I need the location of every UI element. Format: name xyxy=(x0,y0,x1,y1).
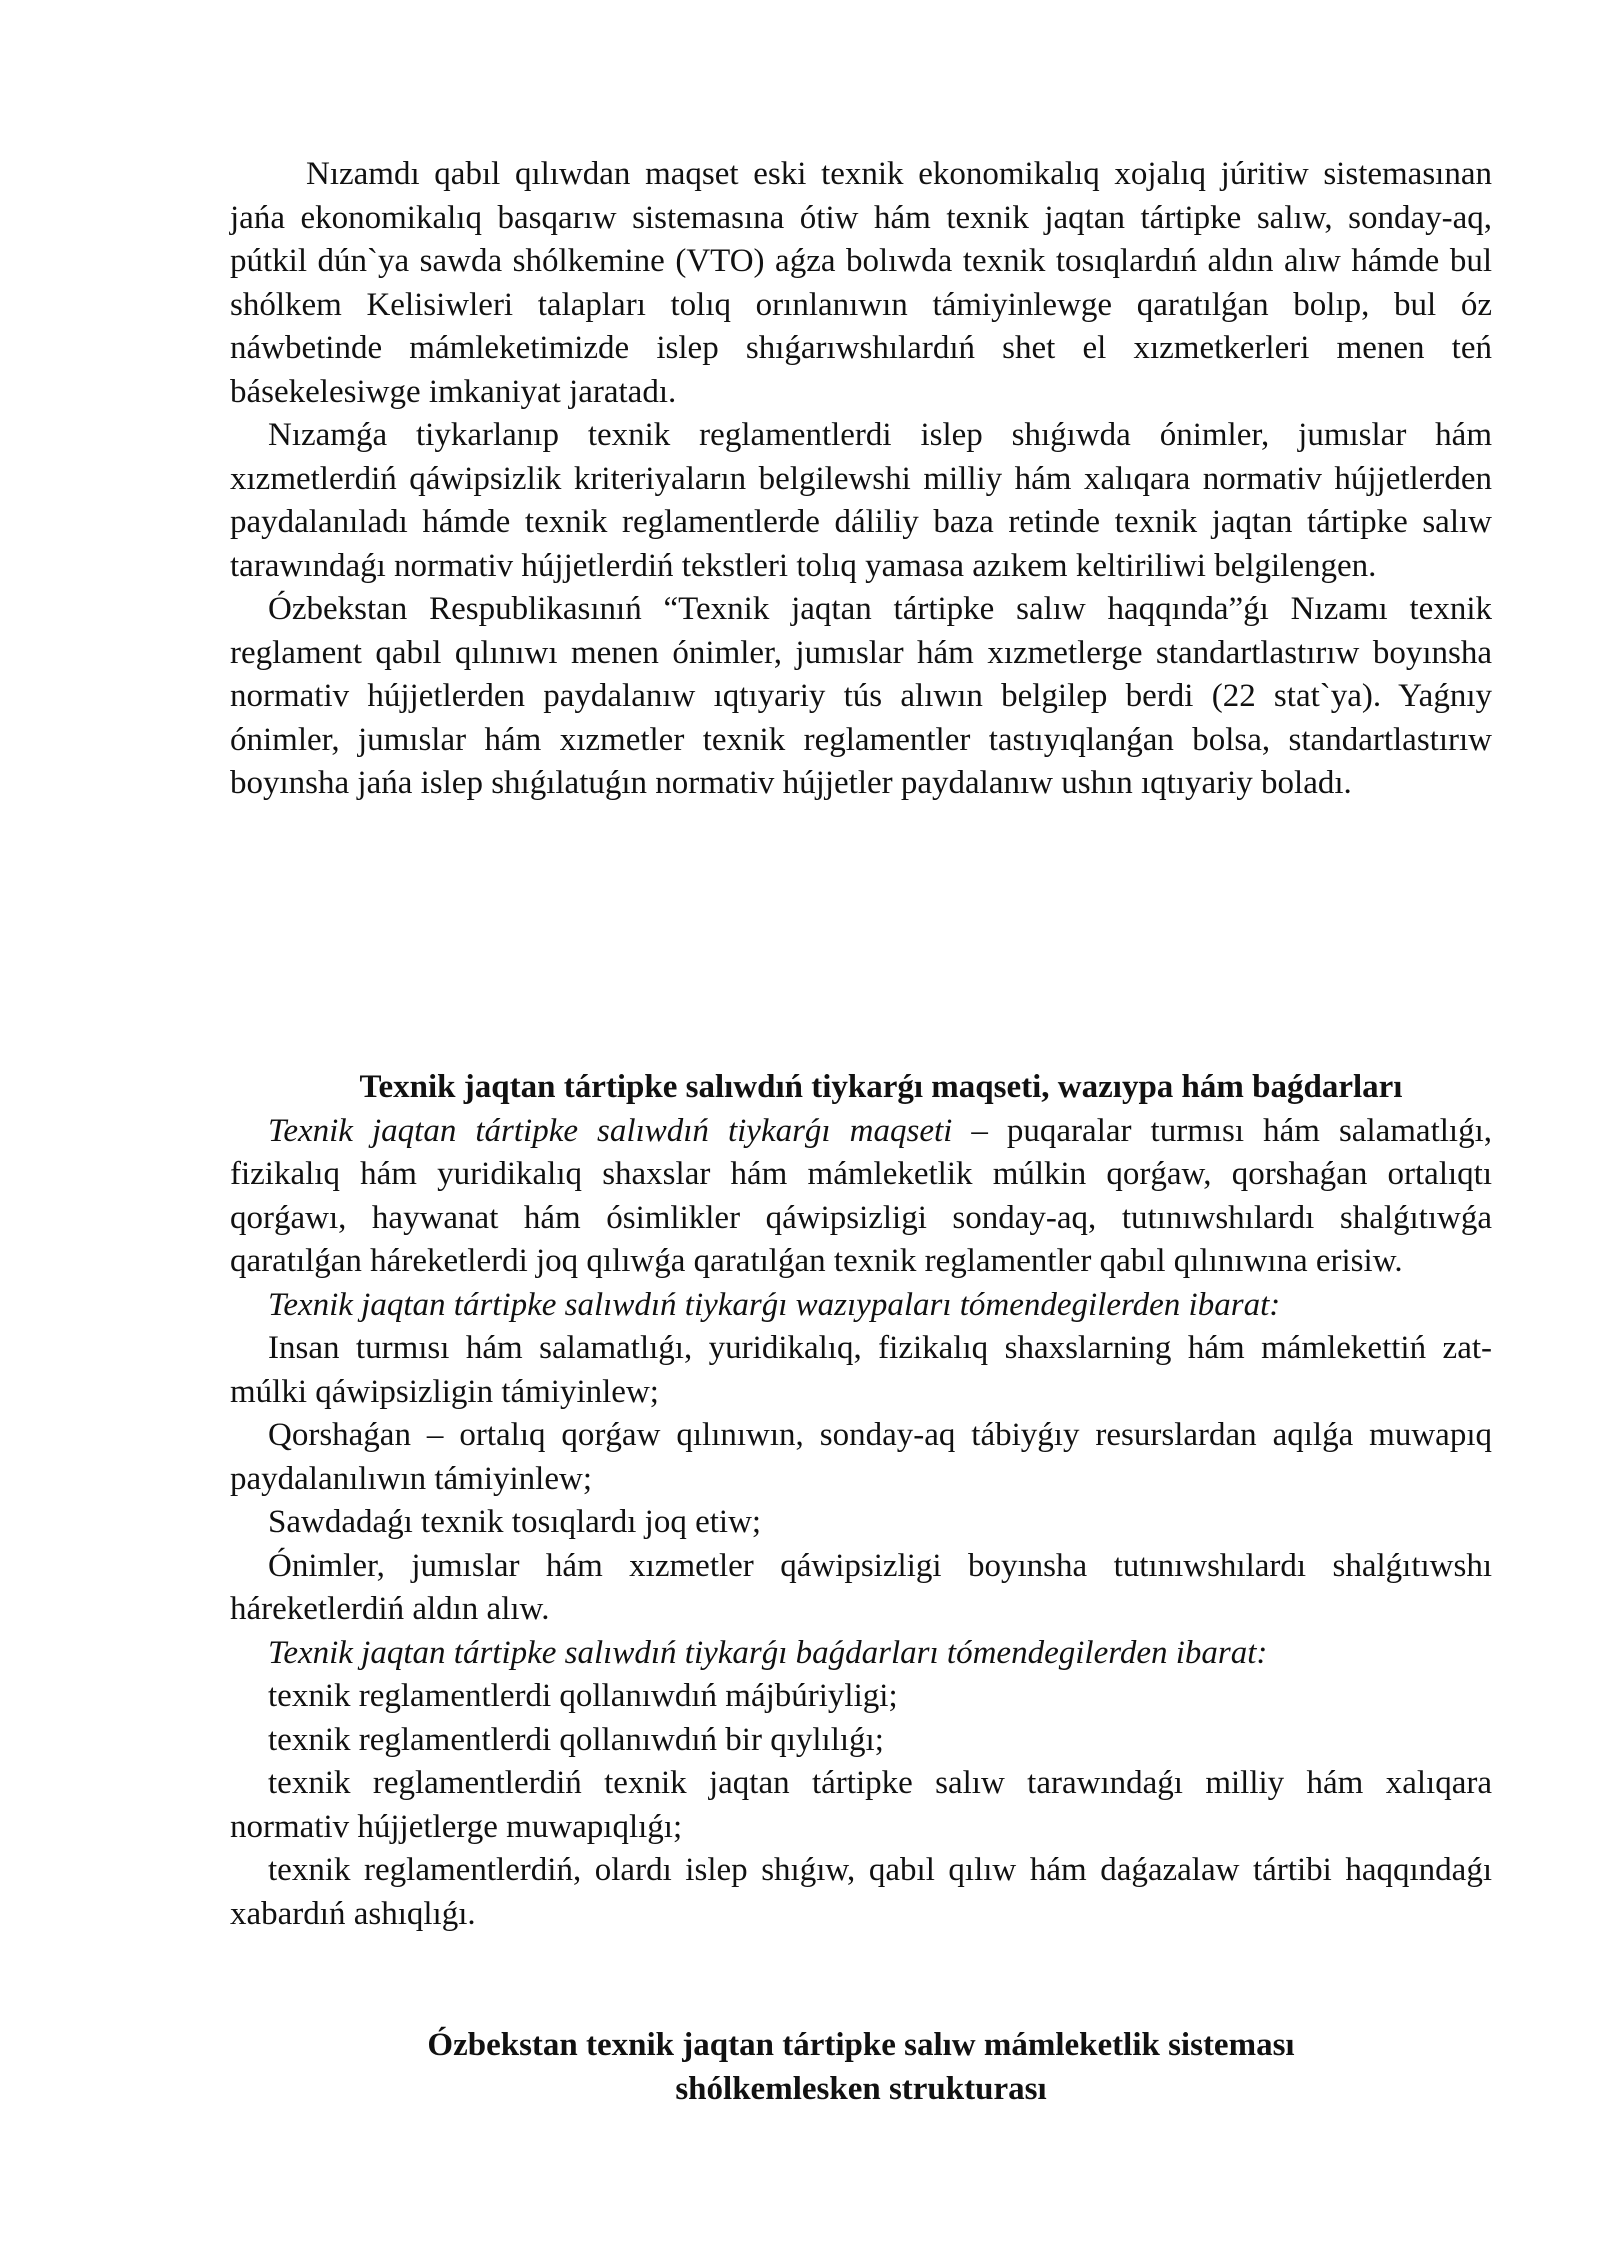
list-item: texnik reglamentlerdi qollanıwdıń bir qıylılıǵı; xyxy=(268,1721,884,1758)
section-structure xyxy=(230,2024,1492,2111)
goal-text: – puqaralar turmısı hám salamatlıǵı, fizikalıq hám yuridikalıq shaxslar hám mámleketlik múlkin qorǵaw, qorshaǵan ortalıqtı qorǵawı, haywanat hám ósimlikler qáwipsizligi sonday-aq, tutınıwshılardı shalǵıtıwǵa qaratılǵan háreketlerdi joq qılıwǵa qaratılǵan texnik reglamentler qabıl qılınıwına erisiw. xyxy=(230,1112,1492,1279)
list-item: texnik reglamentlerdiń texnik jaqtan tártipke salıw tarawındaǵı milliy hám xalıqara normativ hújjetlerge muwapıqlıǵı; xyxy=(230,1765,1492,1845)
directions-intro xyxy=(230,1632,1492,1676)
goal-term: Texnik jaqtan tártipke salıwdıń tiykarǵı maqseti xyxy=(268,1112,953,1149)
list-item: Insan turmısı hám salamatlıǵı, yuridikalıq, fizikalıq shaxslarning hám mámlekettiń zat-múlki qáwipsizligin támiyinlew; xyxy=(230,1330,1492,1410)
tasks-intro xyxy=(230,1284,1492,1328)
list-item: texnik reglamentlerdiń, olardı islep shıǵıw, qabıl qılıw hám daǵazalaw tártibi haqqındaǵı xabardıń ashıqlıǵı. xyxy=(230,1852,1492,1932)
directions-intro-text: Texnik jaqtan tártipke salıwdıń tiykarǵı baǵdarları tómendegilerden ibarat: xyxy=(268,1634,1268,1671)
section-intro xyxy=(230,153,1492,806)
tasks-intro-text: Texnik jaqtan tártipke salıwdıń tiykarǵı wazıypaları tómendegilerden ibarat: xyxy=(268,1286,1281,1323)
paragraph: Ózbekstan Respublikasınıń “Texnik jaqtan tártipke salıw haqqında”ǵı Nızamı texnik reglament qabıl qılınıwı menen ónimler, jumıslar hám xızmetlerge standartlastırıw boyınsha normativ hújjetlerden paydalanıw ıqtıyariy tús alıwın belgilep berdi (22 stat`ya). Yaǵnıy ónimler, jumıslar hám xızmetler texnik reglamentler tastıyıqlanǵan bolsa, standartlastırıw boyınsha jańa islep shıǵılatuǵın normativ hújjetler paydalanıw ushın ıqtıyariy boladı. xyxy=(230,591,1492,801)
section-heading-line1: Ózbekstan texnik jaqtan tártipke salıw mámleketlik sisteması xyxy=(427,2027,1295,2063)
list-item: Ónimler, jumıslar hám xızmetler qáwipsizligi boyınsha tutınıwshılardı shalǵıtıwshı háreketlerdiń aldın alıw. xyxy=(230,1547,1492,1627)
list-item: Qorshaǵan – ortalıq qorǵaw qılınıwın, sonday-aq tábiyǵıy resurslardan aqılǵa muwapıq paydalanılıwın támiyinlew; xyxy=(230,1417,1492,1497)
section-goals xyxy=(230,1066,1492,1936)
section-heading: Texnik jaqtan tártipke salıwdıń tiykarǵı maqseti, wazıypa hám baǵdarları xyxy=(359,1069,1403,1105)
section-heading-line2: shólkemlesken strukturası xyxy=(675,2070,1047,2107)
goal-paragraph xyxy=(230,1110,1492,1284)
list-item: Sawdadaǵı texnik tosıqlardı joq etiw; xyxy=(268,1504,762,1540)
paragraph: Nızamǵa tiykarlanıp texnik reglamentlerdi islep shıǵıwda ónimler, jumıslar hám xızmetlerdiń qáwipsizlik kriteriyaların belgilewshi milliy hám xalıqara normativ hújjetlerden paydalanıladı hámde texnik reglamentlerde dáliliy baza retinde texnik jaqtan tártipke salıw tarawındaǵı normativ hújjetlerdiń tekstleri tolıq yamasa azıkem keltiriliwi belgilengen. xyxy=(230,417,1492,584)
paragraph: Nızamdı qabıl qılıwdan maqset eski texnik ekonomikalıq xojalıq júritiw sistemasınan jańa ekonomikalıq basqarıw sistemasına ótiw hám texnik jaqtan tártipke salıw, sonday-aq, pútkil dún`ya sawda shólkemine (VTO) aǵza bolıwda texnik tosıqlardıń aldın alıw hámde bul shólkem Kelisiwleri talapları tolıq orınlanıwın támiyinlewge qaratılǵan bolıp, bul óz náwbetinde mámleketimizde islep shıǵarıwshılardıń shet el xızmetkerleri menen teń básekelesiwge imkaniyat jaratadı. xyxy=(230,156,1492,410)
list-item: texnik reglamentlerdi qollanıwdıń májbúriyligi; xyxy=(268,1678,898,1714)
